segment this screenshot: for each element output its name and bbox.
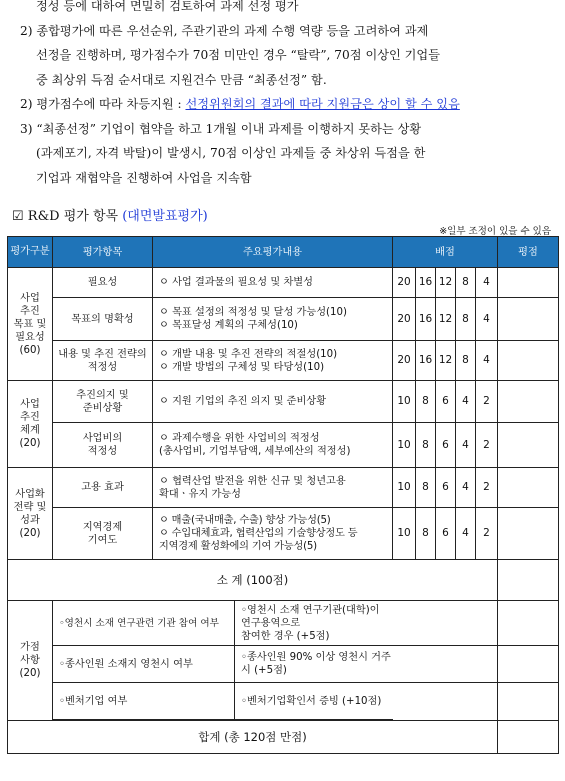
bonus-content: ◦영천시 소재 연구기관(대학)이 연구용역으로 참여한 경우 (+5점) [241, 604, 380, 642]
item-cell: 고용 효과 [53, 468, 153, 508]
bonus-item: ◦종사인원 소재지 영천시 여부 [53, 646, 235, 682]
points-cell: 4 [476, 268, 498, 298]
points-cell: 20 [393, 298, 416, 341]
bonus-empty-cell [393, 601, 498, 646]
points-cell: 2 [476, 508, 498, 560]
points-cell: 16 [416, 268, 436, 298]
item-cell: 내용 및 추진 전략의 적정성 [53, 341, 153, 381]
points-cell: 6 [436, 508, 456, 560]
points-cell: 8 [456, 341, 476, 381]
points-cell: 6 [436, 381, 456, 423]
intro-line: 정성 등에 대하여 면밀히 검토하여 과제 선정 평가 [36, 0, 299, 13]
header-item: 평가항목 [53, 237, 153, 268]
bonus-row [8, 682, 559, 721]
points-cell: 10 [393, 508, 416, 560]
points-cell: 12 [436, 298, 456, 341]
subtotal-score-cell[interactable] [498, 560, 559, 601]
intro-line: 중 최상위 득점 순서대로 지원건수 만큼 “최종선정” 함. [36, 72, 327, 87]
content-cell: ㅇ 목표 설정의 적정성 및 달성 가능성(10) ㅇ 목표달성 계획의 구체성(10) [153, 298, 393, 341]
points-cell: 4 [456, 468, 476, 508]
bonus-split-cell [53, 682, 393, 721]
points-cell: 6 [436, 423, 456, 468]
bonus-split-cell [53, 645, 393, 682]
bonus-row [8, 601, 559, 646]
score-cell[interactable] [498, 268, 559, 298]
intro-paragraph [12, 0, 557, 190]
header-category: 평가구분 [8, 237, 53, 268]
table-row [8, 268, 559, 298]
points-cell: 4 [456, 508, 476, 560]
score-cell[interactable] [498, 682, 559, 721]
content-cell: ㅇ 협력산업 발전을 위한 신규 및 청년고용 확대ㆍ유지 가능성 [153, 468, 393, 508]
total-label: 합계 (총 120점 만점) [8, 721, 498, 754]
points-cell: 8 [456, 298, 476, 341]
item-cell: 목표의 명확성 [53, 298, 153, 341]
score-cell[interactable] [498, 468, 559, 508]
points-cell: 10 [393, 423, 416, 468]
points-cell: 8 [416, 381, 436, 423]
total-score-cell[interactable] [498, 721, 559, 754]
points-cell: 10 [393, 381, 416, 423]
category-cell: 사업 추진 체계 (20) [8, 381, 53, 468]
bonus-content: ◦종사인원 90% 이상 영천시 거주시 (+5점) [241, 652, 391, 676]
points-cell: 4 [456, 381, 476, 423]
table-row [8, 508, 559, 560]
score-cell[interactable] [498, 341, 559, 381]
section-title-text: ☑ R&D 평가 항목 [12, 209, 119, 224]
bonus-item: ◦벤처기업 여부 [53, 683, 235, 719]
point-3-line: 기업과 재협약을 진행하여 사업을 지속함 [36, 170, 252, 185]
item-cell: 사업비의 적정성 [53, 423, 153, 468]
item-cell: 추진의지 및 준비상황 [53, 381, 153, 423]
score-cell[interactable] [498, 298, 559, 341]
points-cell: 8 [416, 468, 436, 508]
points-cell: 6 [436, 468, 456, 508]
header-score: 평점 [498, 237, 559, 268]
content-cell: ㅇ 과제수행을 위한 사업비의 적정성 (총사업비, 기업부담액, 세부예산의 적정성) [153, 423, 393, 468]
point-3-line: 3) “최종선정” 기업이 협약을 하고 1개월 이내 과제를 이행하지 못하는 상황 [20, 121, 422, 136]
table-row [8, 298, 559, 341]
score-cell[interactable] [498, 645, 559, 682]
subtotal-row [8, 560, 559, 601]
bonus-split-cell [53, 601, 393, 646]
content-cell: ㅇ 개발 내용 및 추진 전략의 적절성(10) ㅇ 개발 방법의 구체성 및 타당성(10) [153, 341, 393, 381]
points-cell: 12 [436, 341, 456, 381]
item-cell: 필요성 [53, 268, 153, 298]
points-cell: 10 [393, 468, 416, 508]
points-cell: 12 [436, 268, 456, 298]
bonus-row [8, 645, 559, 682]
section-title [12, 205, 208, 224]
bonus-content: ◦벤처기업확인서 증빙 (+10점) [241, 695, 382, 707]
points-cell: 2 [476, 423, 498, 468]
table-row [8, 341, 559, 381]
category-cell: 사업화 전략 및 성과 (20) [8, 468, 53, 560]
table-header-row [8, 237, 559, 268]
points-cell: 8 [456, 268, 476, 298]
point-2 [12, 92, 557, 117]
points-cell: 8 [416, 423, 436, 468]
total-row [8, 721, 559, 754]
points-cell: 4 [476, 341, 498, 381]
points-cell: 2 [476, 468, 498, 508]
points-cell: 20 [393, 341, 416, 381]
points-cell: 2 [476, 381, 498, 423]
point-3-line: (과제포기, 자격 박탈)이 발생시, 70점 이상인 과제들 중 차상위 득점을 한 [36, 146, 426, 160]
content-cell: ㅇ 매출(국내매출, 수출) 향상 가능성(5) ㅇ 수입대체효과, 협력산업의 기술향상정도 등 지역경제 활성화에의 기여 가능성(5) [153, 508, 393, 560]
score-cell[interactable] [498, 508, 559, 560]
content-cell: ㅇ 사업 결과물의 필요성 및 차별성 [153, 268, 393, 298]
bonus-category-cell: 가점 사항 (20) [8, 601, 53, 721]
points-cell: 16 [416, 298, 436, 341]
score-cell[interactable] [498, 381, 559, 423]
content-cell: ㅇ 지원 기업의 추진 의지 및 준비상황 [153, 381, 393, 423]
score-cell[interactable] [498, 423, 559, 468]
bonus-empty-cell [393, 645, 498, 682]
header-content: 주요평가내용 [153, 237, 393, 268]
points-cell: 8 [416, 508, 436, 560]
table-row [8, 381, 559, 423]
score-cell[interactable] [498, 601, 559, 646]
table-row [8, 468, 559, 508]
subtotal-label: 소 계 (100점) [8, 560, 498, 601]
table-row [8, 423, 559, 468]
points-cell: 20 [393, 268, 416, 298]
intro-line: 2) 종합평가에 따른 우선순위, 주관기관의 과제 수행 역량 등을 고려하여 과제 [20, 23, 429, 38]
intro-line: 선정을 진행하며, 평가점수가 70점 미만인 경우 “탈락”, 70점 이상인 기업들 [36, 48, 440, 62]
points-cell: 4 [456, 423, 476, 468]
section-subtitle: (대면발표평가) [122, 209, 208, 224]
category-cell: 사업 추진 목표 및 필요성 (60) [8, 268, 53, 381]
point-2-link[interactable]: 선정위원회의 결과에 따라 지원금은 상이 할 수 있음 [185, 97, 460, 111]
point-2-prefix: 2) 평가점수에 따라 차등지원 : [20, 97, 186, 111]
item-cell: 지역경제 기여도 [53, 508, 153, 560]
points-cell: 4 [476, 298, 498, 341]
bonus-item: ◦영천시 소재 연구관련 기관 참여 여부 [53, 601, 235, 645]
header-points: 배점 [393, 237, 498, 268]
bonus-empty-cell [393, 682, 498, 721]
evaluation-table [7, 236, 559, 754]
adjustment-note: ※일부 조정이 있을 수 있음 [439, 226, 551, 237]
points-cell: 16 [416, 341, 436, 381]
